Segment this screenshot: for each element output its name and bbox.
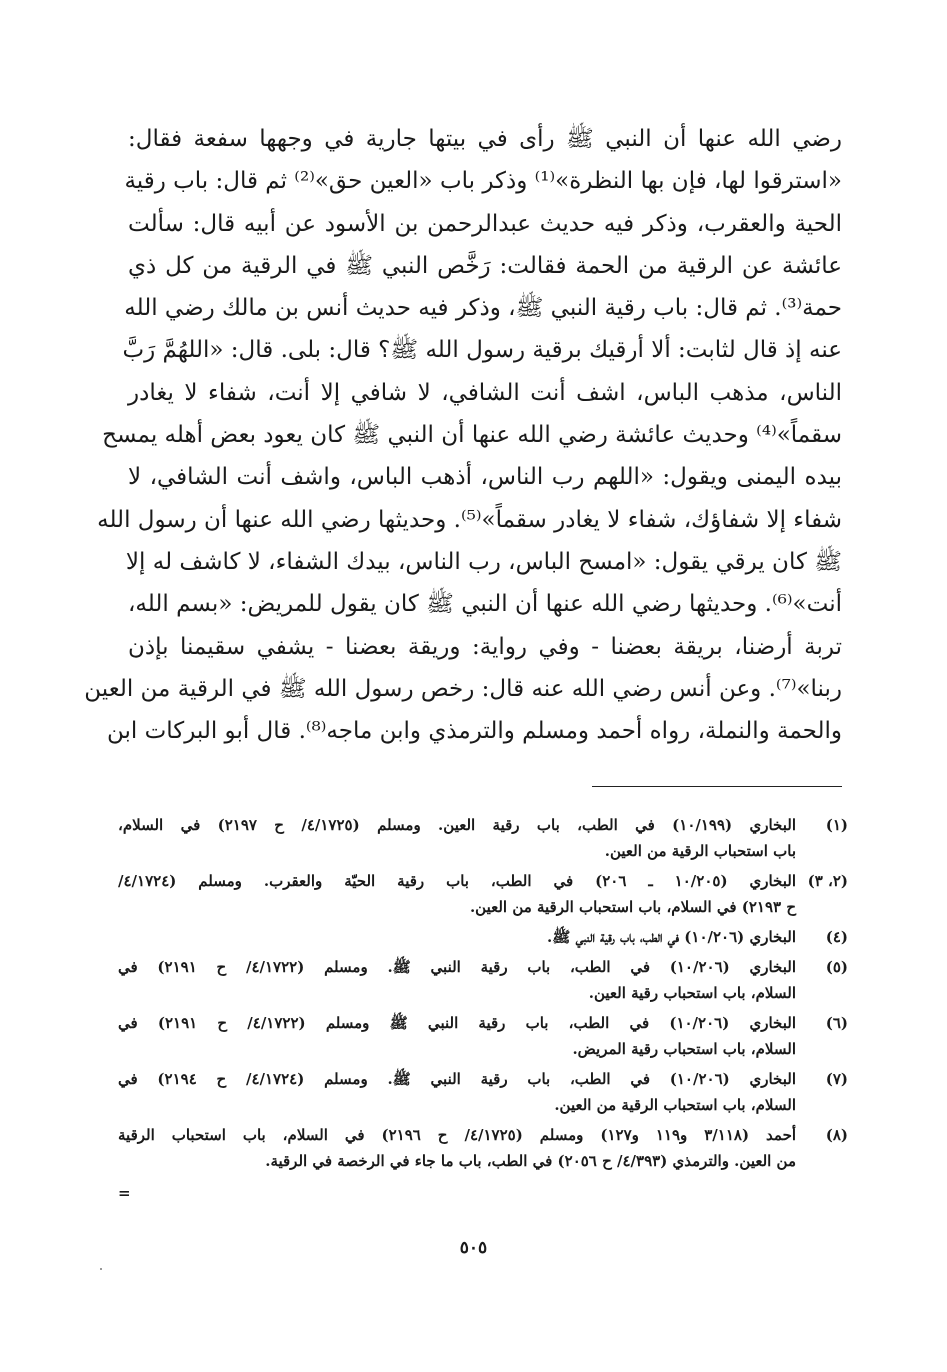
footnote-line: باب استحباب الرقية من العين. (604, 842, 796, 860)
footnote-line: البخاري (١٠/٢٠٦) في الطب، باب رقية النبي ﷺ. ومسلم (٤/١٧٢٤/ ح ٢١٩٤) في (118, 1070, 796, 1088)
body-line: أنت»⁽⁶⁾. وحديثها رضي الله عنها أن النبي ﷺ كان يقول للمريض: «بسم الله، (128, 591, 842, 618)
footnote-line: السلام، باب استحباب رقية العين. (588, 984, 796, 1002)
main-text (84, 118, 842, 752)
footnote-line: البخاري (١٠/١٩٩) في الطب، باب رقية العين. ومسلم (٤/١٧٢٥/ ح ٢١٩٧) في السلام، (118, 816, 796, 834)
body-line: تربة أرضنا، بريقة بعضنا - وفي رواية: وريقة بعضنا - يشفي سقيمنا بإذن (128, 633, 842, 660)
body-line: عائشة عن الرقية من الحمة فقالت: رَخَّص النبي ﷺ في الرقية من كل ذي (128, 252, 842, 279)
footnote-number: (٢، ٣) (807, 872, 848, 890)
body-line: ربنا»⁽⁷⁾. وعن أنس رضي الله عنه قال: رخص رسول الله ﷺ في الرقية من العين (84, 675, 842, 702)
footnote-line: البخاري (١٠/٢٠٦) في الطب، باب رقية النبي ﷺ. (547, 928, 796, 946)
continuation-mark: = (118, 1184, 131, 1202)
footnote-number: (٨) (825, 1126, 848, 1144)
footnote-number: (٦) (825, 1014, 848, 1032)
body-line: الحية والعقرب، وذكر فيه حديث عبدالرحمن بن الأسود عن أبيه قال: سألت (128, 210, 842, 237)
footnote (118, 868, 848, 920)
body-line: والحمة والنملة، رواه أحمد ومسلم والترمذي وابن ماجه⁽⁸⁾. قال أبو البركات ابن (107, 718, 842, 745)
body-line: بيده اليمنى ويقول: «اللهم رب الناس، أذهب الباس، واشف أنت الشافي، لا (128, 464, 842, 491)
footnote-number: (٥) (825, 958, 848, 976)
footnote-separator (592, 786, 842, 787)
footnote-line: السلام، باب استحباب رقية المريض. (572, 1040, 796, 1058)
body-line: «استرقوا لها، فإن بها النظرة»⁽¹⁾ وذكر باب «العين حق»⁽²⁾ ثم قال: باب رقية (124, 168, 842, 195)
footnote-line: السلام، باب استحباب الرقية من العين. (554, 1096, 796, 1114)
footnotes (118, 812, 848, 1178)
footnote (118, 812, 848, 864)
footnote-line: البخاري (١٠/٢٠٦) في الطب، باب رقية النبي ﷺ. ومسلم (٤/١٧٢٢/ ح ٢١٩١) في (118, 958, 796, 976)
body-line: عنه إذ قال لثابت: ألا أرقيك برقية رسول الله ﷺ؟ قال: بلى. قال: «اللهُمَّ رَبَّ (122, 337, 842, 364)
scan-speck (100, 1268, 102, 1270)
footnote (118, 924, 848, 950)
body-line: حمة⁽³⁾. ثم قال: باب رقية النبي ﷺ، وذكر فيه حديث أنس بن مالك رضي الله (124, 295, 842, 322)
footnote-number: (٤) (825, 928, 848, 946)
footnote-number: (٧) (825, 1070, 848, 1088)
body-line: الناس، مذهب الباس، اشف أنت الشافي، لا شافي إلا أنت، شفاء لا يغادر (128, 379, 842, 406)
footnote-number: (١) (825, 816, 848, 834)
body-line: سقماً»⁽⁴⁾ وحديث عائشة رضي الله عنها أن النبي ﷺ كان يعود بعض أهله يمسح (102, 422, 842, 449)
footnote-line: ح ٢١٩٣) في السلام، باب استحباب الرقية من العين. (469, 898, 796, 916)
footnote-line: من العين. والترمذي (٤/٣٩٣/ ح ٢٠٥٦) في الطب، باب ما جاء في الرخصة في الرقية. (265, 1152, 796, 1170)
footnote (118, 954, 848, 1006)
body-line: ﷺ كان يرقي يقول: «امسح الباس، رب الناس، بيدك الشفاء، لا كاشف له إلا (125, 548, 842, 575)
footnote (118, 1122, 848, 1174)
body-line: شفاء إلا شفاؤك، شفاء لا يغادر سقماً»⁽⁵⁾. وحديثها رضي الله عنها أن رسول الله (97, 506, 842, 533)
footnote (118, 1010, 848, 1062)
footnote-line: أحمد (٣/١١٨ و١١٩ و١٢٧) ومسلم (٤/١٧٢٥/ ح ٢١٩٦) في السلام، باب استحباب الرقية (118, 1126, 797, 1144)
footnote (118, 1066, 848, 1118)
footnote-line: البخاري (١٠/٢٠٦) في الطب، باب رقية النبي ﷺ ومسلم (٤/١٧٢٢/ ح ٢١٩١) في (118, 1014, 796, 1032)
footnote-line: البخاري (١٠/٢٠٥ ـ ٢٠٦) في الطب، باب رقية الحيّة والعقرب. ومسلم (٤/١٧٢٤/ (118, 872, 796, 890)
body-line: رضي الله عنها أن النبي ﷺ رأى في بيتها جارية في وجهها سفعة فقال: (128, 126, 842, 152)
page-number: ٥٠٥ (459, 1238, 488, 1258)
